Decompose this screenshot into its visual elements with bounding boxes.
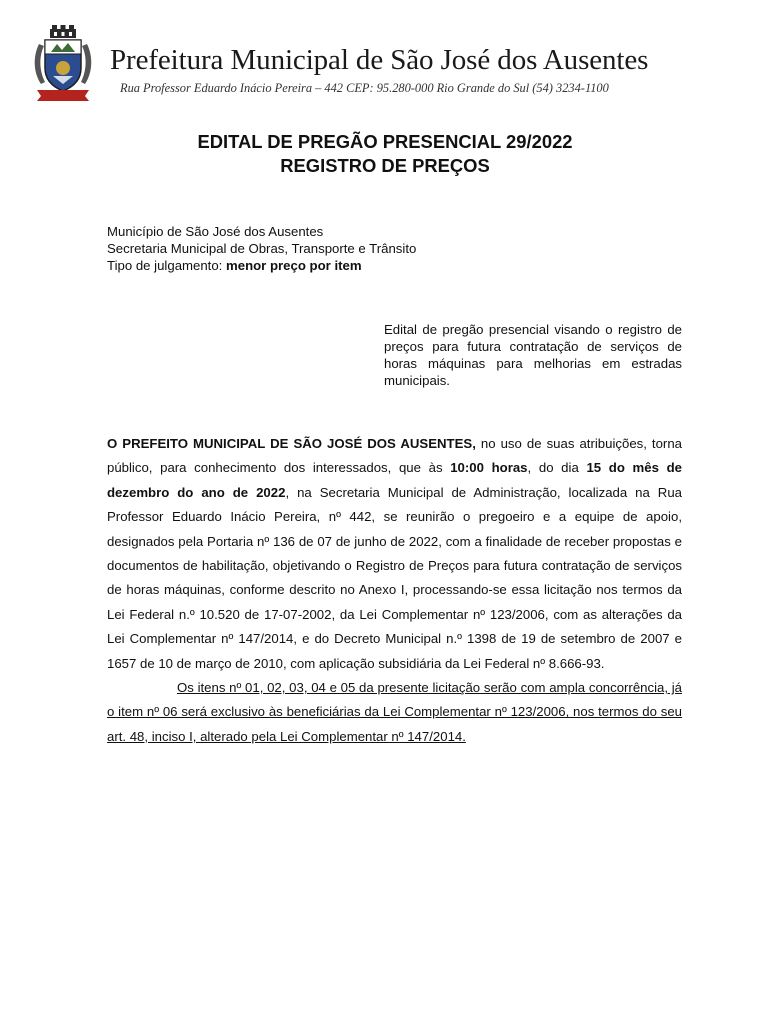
coat-of-arms-icon <box>31 24 95 102</box>
edital-body <box>107 432 682 749</box>
session-time: 10:00 horas <box>450 460 528 476</box>
letterhead-address: Rua Professor Eduardo Inácio Pereira – 442 CEP: 95.280-000 Rio Grande do Sul (54) 3234-1100 <box>120 81 609 95</box>
mayor-heading: O PREFEITO MUNICIPAL DE SÃO JOSÉ DOS AUSENTES, <box>107 436 476 451</box>
body-paragraph-2: Os itens nº 01, 02, 03, 04 e 05 da presente licitação serão com ampla concorrência, já o item nº 06 será exclusivo às beneficiárias da Lei Complementar nº 123/2006, nos termos do seu art. 48, inciso I, alterado pela Lei Complementar nº 147/2014. <box>107 680 682 744</box>
letterhead-title: Prefeitura Municipal de São José dos Ausentes <box>110 44 649 76</box>
judgment-value: menor preço por item <box>226 258 362 273</box>
department-line: Secretaria Municipal de Obras, Transporte e Trânsito <box>107 241 417 256</box>
session-date: 15 do mês de dezembro do ano de 2022 <box>107 460 682 500</box>
header-info <box>107 223 416 274</box>
edital-summary: Edital de pregão presencial visando o registro de preços para futura contratação de serviços de horas máquinas para melhorias em estradas municipais. <box>384 322 682 388</box>
document-title: EDITAL DE PREGÃO PRESENCIAL 29/2022 <box>197 131 573 152</box>
judgment-line <box>107 257 416 274</box>
body-paragraph-1: O PREFEITO MUNICIPAL DE SÃO JOSÉ DOS AUSENTES, no uso de suas atribuições, torna público, para conhecimento dos interessados, que às 10:00 horas, do dia 15 do mês de dezembro do ano de 2022, na Secretaria Municipal de Administração, localizada na Rua Professor Eduardo Inácio Pereira, nº 442, se reunirão o pregoeiro e a equipe de apoio, designados pela Portaria nº 136 de 07 de junho de 2022, com a finalidade de receber propostas e documentos de habilitação, objetivando o Registro de Preços para futura contratação de serviços de horas máquinas, conforme descrito no Anexo I, processando-se essa licitação nos termos da Lei Federal n.º 10.520 de 17-07-2002, da Lei Complementar nº 123/2006, com as alterações da Lei Complementar nº 147/2014, e do Decreto Municipal n.º 1398 de 19 de setembro de 2007 e 1657 de 10 de março de 2010, com aplicação subsidiária da Lei Federal nº 8.666-93. <box>107 436 683 671</box>
municipality-line: Município de São José dos Ausentes <box>107 224 324 239</box>
document-subtitle: REGISTRO DE PREÇOS <box>280 155 490 176</box>
judgment-label: Tipo de julgamento: <box>107 258 227 273</box>
